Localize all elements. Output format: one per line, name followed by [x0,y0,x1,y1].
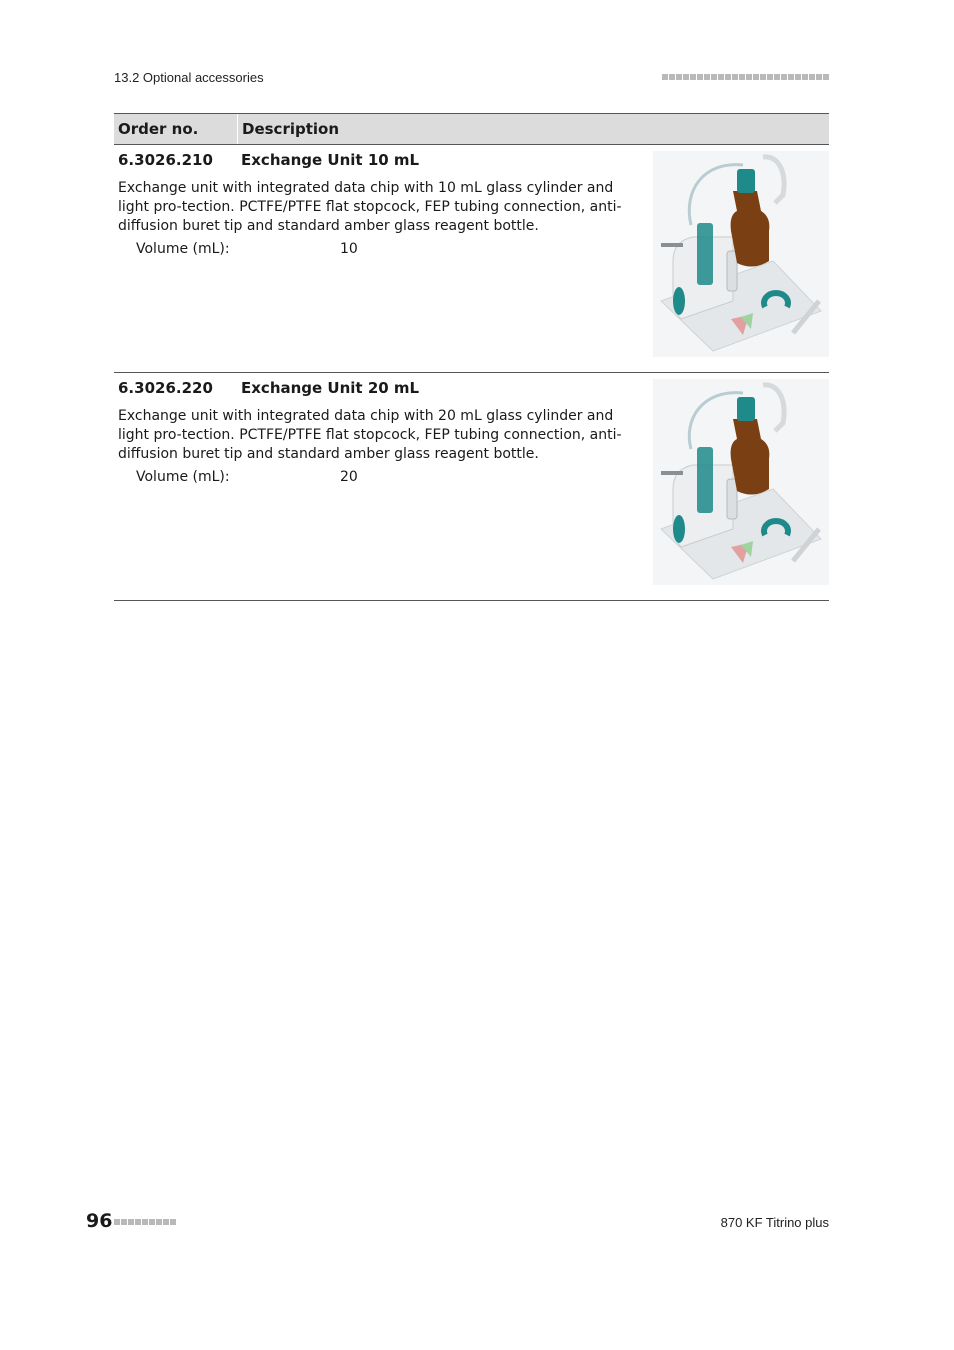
spec-value: 10 [340,241,358,257]
spec-label: Volume (mL): [136,469,230,485]
table-row [114,145,829,373]
table-row [114,373,829,601]
spec-row [136,469,358,485]
header-square-bar [662,74,829,80]
product-description: Exchange unit with integrated data chip with 20 mL glass cylinder and light pro-tection. PCTFE/PTFE flat stopcock, FEP tubing connection, anti-diffusion buret tip and standard amber glass reagent bottle. [118,408,622,462]
running-header: 13.2 Optional accessories [114,70,264,85]
product-description: Exchange unit with integrated data chip with 10 mL glass cylinder and light pro-tection. PCTFE/PTFE flat stopcock, FEP tubing connection, anti-diffusion buret tip and standard amber glass reagent bottle. [118,180,622,234]
column-order-no: Order no. [118,120,199,138]
page-number: 96 [86,1210,113,1232]
spec-label: Volume (mL): [136,241,230,257]
footer-square-bar [114,1219,176,1225]
footer-product-title: 870 KF Titrino plus [720,1215,829,1230]
table-header [114,113,829,145]
entry-title [118,151,419,169]
order-number: 6.3026.220 [118,379,213,397]
accessories-table [114,113,829,601]
order-number: 6.3026.210 [118,151,213,169]
product-name: Exchange Unit 10 mL [241,151,420,169]
column-description: Description [237,114,829,144]
spec-row [136,241,358,257]
product-name: Exchange Unit 20 mL [241,379,420,397]
exchange-unit-photo [653,151,829,357]
entry-title [118,379,419,397]
exchange-unit-photo [653,379,829,585]
spec-value: 20 [340,469,358,485]
